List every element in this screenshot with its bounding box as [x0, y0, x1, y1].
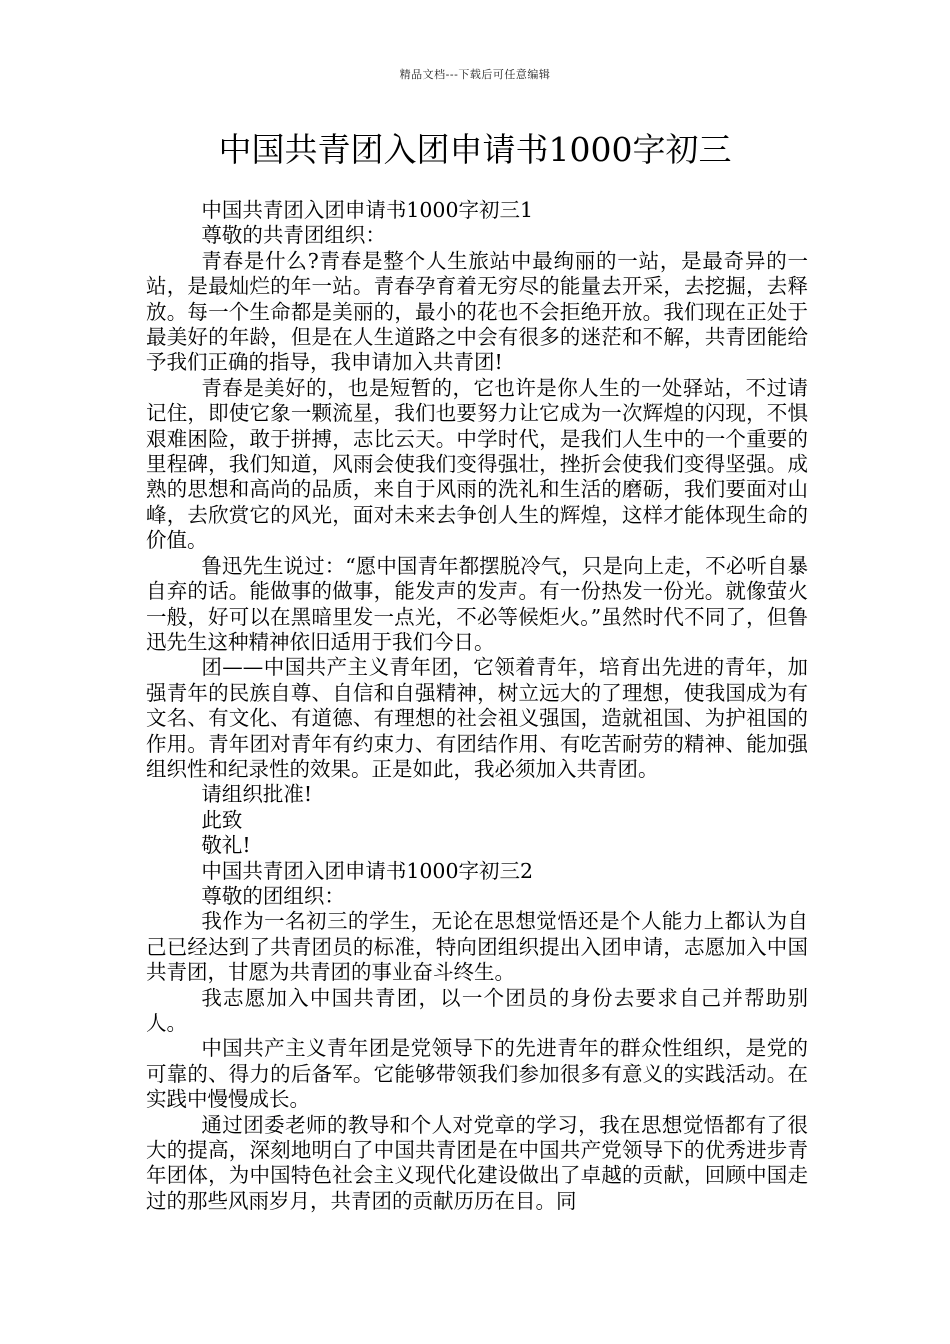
document-body — [146, 198, 808, 1214]
body-paragraph: 鲁迅先生说过：“愿中国青年都摆脱冷气，只是向上走，不必听自暴自弃的话。能做事的做事，能发声的发声。有一份热发一份光。就像萤火一般，好可以在黑暗里发一点光，不必等候炬火。”虽然时代不同了，但鲁迅先生这种精神依旧适用于我们今日。 — [146, 553, 808, 654]
body-paragraph: 青春是美好的，也是短暂的，它也许是你人生的一处驿站，不过请记住，即使它象一颗流星，我们也要努力让它成为一次辉煌的闪现，不惧艰难困险，敢于拼搏，志比云天。中学时代，是我们人生中的一个重要的里程碑，我们知道，风雨会使我们变得强壮，挫折会使我们变得坚强。成熟的思想和高尚的品质，来自于风雨的洗礼和生活的磨砺，我们要面对山峰，去欣赏它的风光，面对未来去争创人生的辉煌，这样才能体现生命的价值。 — [146, 375, 808, 553]
salutation-2: 尊敬的团组织： — [201, 883, 345, 908]
body-paragraph: 我作为一名初三的学生，无论在思想觉悟还是个人能力上都认为自己已经达到了共青团员的标准，特向团组织提出入团申请，志愿加入中国共青团，甘愿为共青团的事业奋斗终生。 — [146, 909, 808, 985]
salutation-1: 尊敬的共青团组织： — [201, 223, 386, 248]
body-paragraph: 中国共产主义青年团是党领导下的先进青年的群众性组织，是党的可靠的、得力的后备军。它能够带领我们参加很多有意义的实践活动。在实践中慢慢成长。 — [146, 1036, 808, 1112]
document-title: 中国共青团入团申请书1000字初三 — [218, 130, 732, 169]
section-heading-1: 中国共青团入团申请书1000字初三1 — [201, 198, 534, 222]
closing-jingli: 敬礼! — [201, 833, 251, 858]
header-note: 精品文档---下载后可任意编辑 — [399, 68, 551, 81]
closing-cizhi: 此致 — [201, 807, 243, 832]
section-heading-2: 中国共青团入团申请书1000字初三2 — [201, 858, 534, 883]
body-paragraph: 团——中国共产主义青年团，它领着青年，培育出先进的青年，加强青年的民族自尊、自信和自强精神，树立远大的了理想，使我国成为有文名、有文化、有道德、有理想的社会祖义强国，造就祖国、为护祖国的作用。青年团对青年有约束力、有团结作用、有吃苦耐劳的精神、能加强组织性和纪录性的效果。正是如此，我必须加入共青团。 — [146, 655, 808, 781]
body-paragraph: 青春是什么?青春是整个人生旅站中最绚丽的一站，是最奇异的一站，是最灿烂的年一站。青春孕育着无穷尽的能量去开采，去挖掘，去释放。每一个生命都是美丽的，最小的花也不会拒绝开放。我们现在正处于最美好的年龄，但是在人生道路之中会有很多的迷茫和不解，共青团能给予我们正确的指导，我申请加入共青团! — [146, 248, 808, 375]
body-paragraph: 通过团委老师的教导和个人对党章的学习，我在思想觉悟都有了很大的提高，深刻地明白了中国共青团是在中国共产党领导下的优秀进步青年团体，为中国特色社会主义现代化建设做出了卓越的贡献，回顾中国走过的那些风雨岁月，共青团的贡献历历在目。同 — [146, 1112, 808, 1213]
closing-request: 请组织批准! — [201, 782, 313, 807]
body-paragraph: 我志愿加入中国共青团，以一个团员的身份去要求自己并帮助别人。 — [146, 985, 808, 1035]
